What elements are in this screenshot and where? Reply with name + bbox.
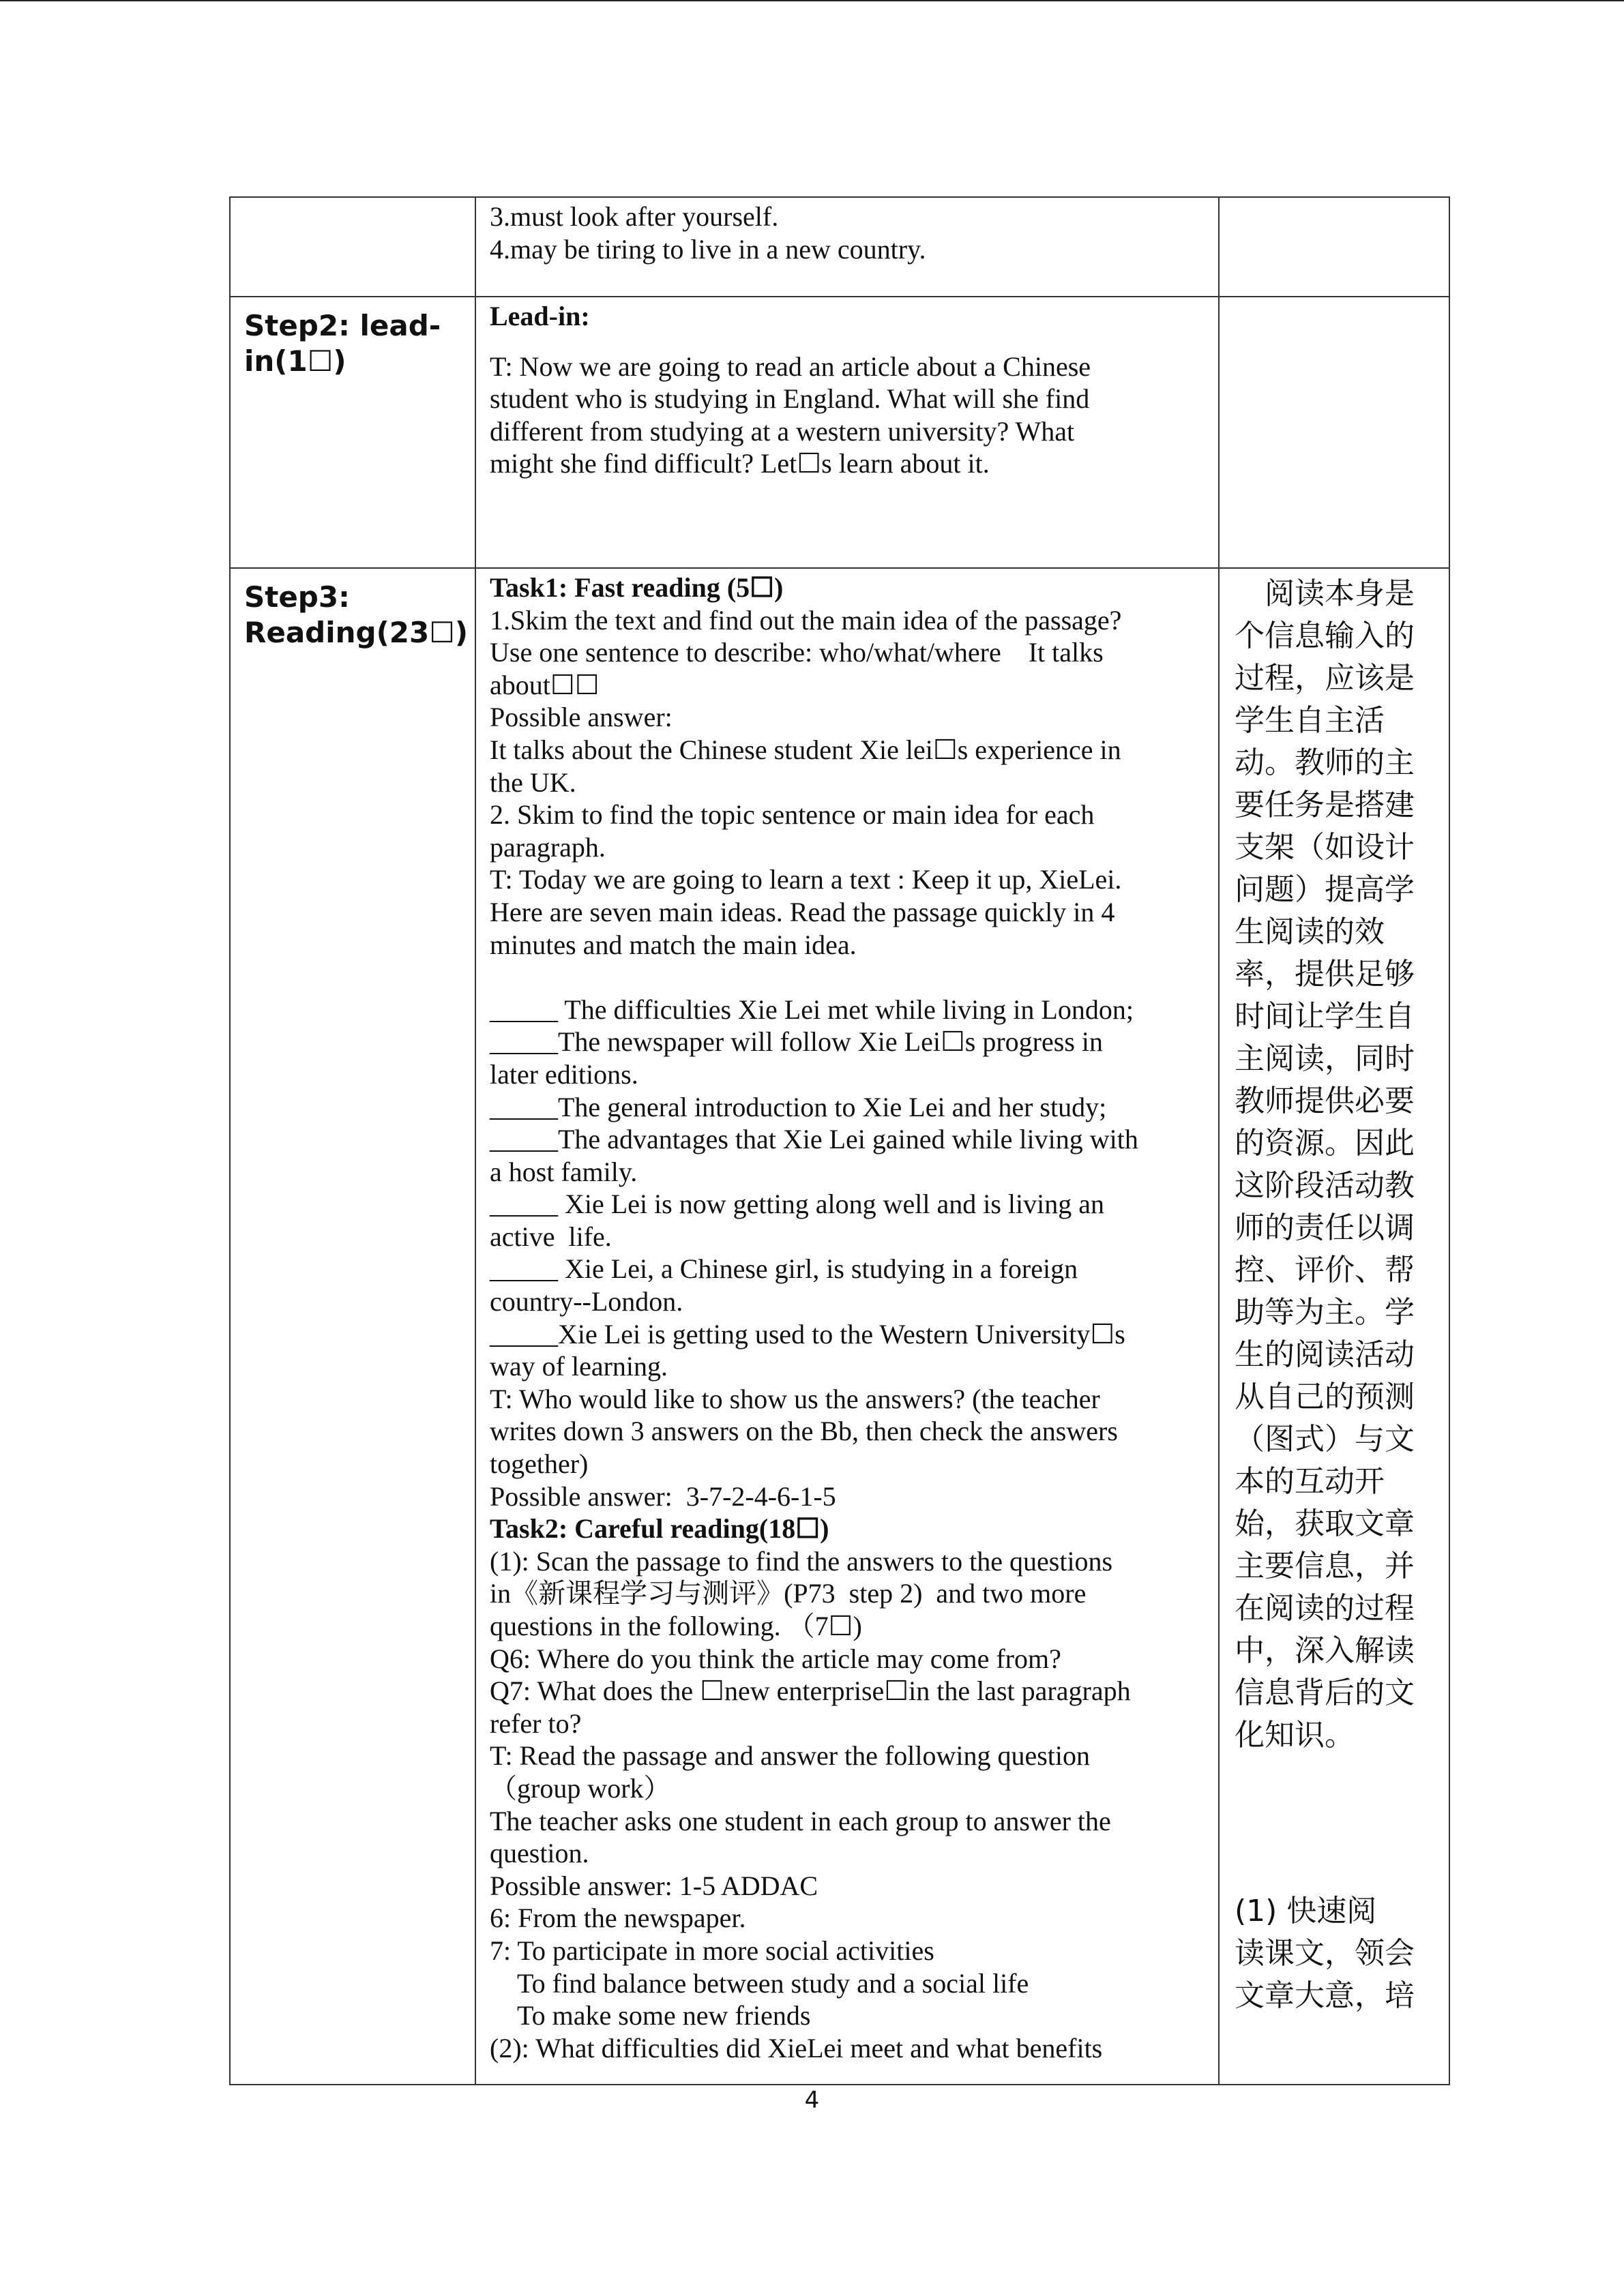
content-block	[476, 198, 1218, 265]
text-line: 6: From the newspaper.	[490, 1903, 746, 1934]
note-line: 中，深入解读	[1235, 1633, 1415, 1668]
text-line: T: Who would like to show us the answers? (the teacher	[490, 1383, 1100, 1414]
content-block	[476, 297, 1218, 480]
note-line: 本的互动开	[1235, 1464, 1385, 1499]
text-line: Q7: What does the ☐new enterprise☐in the last paragraph	[490, 1675, 1131, 1707]
note-line: 教师提供必要	[1235, 1084, 1415, 1118]
note-cell	[1219, 568, 1449, 2085]
note-line: （图式）与文	[1235, 1422, 1415, 1457]
note-line: 时间让学生自	[1235, 999, 1415, 1034]
text-line: 2. Skim to find the topic sentence or main idea for each	[490, 799, 1095, 831]
text-line: a host family.	[490, 1156, 638, 1187]
content-block	[476, 569, 1218, 2064]
note-line: 生阅读的效	[1235, 914, 1385, 949]
step-label: Step2: lead-in(1☐)	[244, 309, 441, 378]
text-line: _____The newspaper will follow Xie Lei☐s progress in	[490, 1026, 1104, 1058]
table-row	[230, 197, 1449, 297]
note-line: 主要信息，并	[1235, 1549, 1415, 1583]
note-block	[1220, 569, 1449, 2017]
text-line: minutes and match the main idea.	[490, 929, 857, 960]
text-line: _____The advantages that Xie Lei gained while living with	[490, 1124, 1138, 1155]
note-line: 始，获取文章	[1235, 1506, 1415, 1541]
text-line: _____ Xie Lei, a Chinese girl, is studying in a foreign	[490, 1253, 1078, 1285]
note-line: 助等为主。学	[1235, 1295, 1415, 1330]
note-line: 问题）提高学	[1235, 872, 1415, 907]
text-line: _____ Xie Lei is now getting along well and is living an	[490, 1189, 1104, 1220]
text-line: (1): Scan the passage to find the answers to the questions	[490, 1545, 1113, 1577]
text-line: refer to?	[490, 1708, 582, 1739]
table-row	[230, 568, 1449, 2085]
text-line: Here are seven main ideas. Read the passage quickly in 4	[490, 896, 1115, 927]
content-cell	[475, 197, 1219, 297]
note-line: 文章大意，培	[1235, 1978, 1415, 2013]
text-line: （group work）	[490, 1772, 671, 1804]
text-line: 7: To participate in more social activities	[490, 1935, 934, 1966]
text-line: paragraph.	[490, 831, 606, 863]
note-line: 个信息输入的	[1235, 618, 1415, 653]
section-heading: Lead-in:	[490, 301, 590, 331]
text-line: Use one sentence to describe: who/what/where It talks	[490, 637, 1104, 668]
text-line: might she find difficult? Let☐s learn about it.	[490, 448, 990, 479]
text-line: the UK.	[490, 766, 576, 798]
page-top-edge	[0, 0, 1624, 1]
text-line: _____Xie Lei is getting used to the Western University☐s	[490, 1318, 1125, 1350]
step-label: Step3: Reading(23☐)	[244, 580, 469, 649]
text-line: country--London.	[490, 1286, 683, 1317]
note-line: 控、评价、帮	[1235, 1253, 1415, 1287]
text-line: questions in the following. （7☐)	[490, 1611, 862, 1641]
note-line: 生的阅读活动	[1235, 1337, 1415, 1372]
step-cell	[230, 297, 475, 568]
text-line: (2): What difficulties did XieLei meet and what benefits	[490, 2032, 1103, 2063]
text-line: question.	[490, 1838, 589, 1869]
note-line: 支架（如设计	[1235, 830, 1415, 865]
note-line: (1) 快速阅	[1235, 1894, 1377, 1928]
text-line: T: Today we are going to learn a text : Keep it up, XieLei.	[490, 864, 1122, 895]
task1-title: Task1: Fast reading (5☐)	[490, 572, 784, 603]
note-line: 学生自主活	[1235, 703, 1385, 738]
text-line: writes down 3 answers on the Bb, then check the answers	[490, 1416, 1118, 1447]
note-block	[1220, 297, 1449, 301]
text-line: It talks about the Chinese student Xie lei☐s experience in	[490, 734, 1121, 765]
text-line: _____The general introduction to Xie Lei and her study;	[490, 1091, 1107, 1122]
text-line: To find balance between study and a social life	[490, 1967, 1029, 1999]
note-line: 这阶段活动教	[1235, 1168, 1415, 1203]
text-line: way of learning.	[490, 1351, 668, 1382]
note-cell	[1219, 197, 1449, 297]
note-line: 过程，应该是	[1235, 661, 1415, 696]
text-line: about☐☐	[490, 669, 600, 700]
note-line: 化知识。	[1235, 1718, 1355, 1753]
text-line: later editions.	[490, 1058, 638, 1090]
note-cell	[1219, 297, 1449, 568]
note-line: 在阅读的过程	[1235, 1591, 1415, 1626]
text-line: 4.may be tiring to live in a new country.	[490, 233, 926, 265]
note-line: 信息背后的文	[1235, 1675, 1415, 1710]
note-line: 要任务是搭建	[1235, 788, 1415, 822]
text-line: active life.	[490, 1221, 612, 1252]
note-line: 从自己的预测	[1235, 1380, 1415, 1414]
note-block	[1220, 198, 1449, 202]
text-line: _____ The difficulties Xie Lei met while living in London;	[490, 994, 1134, 1025]
text-line: student who is studying in England. What will she find	[490, 383, 1090, 415]
note-line: 率，提供足够	[1235, 957, 1415, 992]
content-cell	[475, 568, 1219, 2085]
text-line: 3.must look after yourself.	[490, 201, 779, 232]
text-line: in《新课程学习与测评》(P73 step 2) and two more	[490, 1578, 1087, 1609]
text-line: Possible answer: 3-7-2-4-6-1-5	[490, 1480, 836, 1512]
text-line: 1.Skim the text and find out the main idea of the passage?	[490, 604, 1122, 636]
lesson-plan-table	[229, 196, 1450, 2085]
step-label	[231, 198, 475, 209]
note-line: 阅读本身是	[1265, 576, 1415, 611]
step-cell	[230, 197, 475, 297]
text-line: Possible answer:	[490, 702, 673, 733]
text-line: Q6: Where do you think the article may come from?	[490, 1643, 1061, 1674]
note-line: 师的责任以调	[1235, 1210, 1415, 1245]
text-line: Possible answer: 1-5 ADDAC	[490, 1870, 818, 1901]
text-line: T: Now we are going to read an article about a Chinese	[490, 351, 1091, 382]
text-line: To make some new friends	[490, 2000, 811, 2031]
text-line: different from studying at a western university? What	[490, 415, 1075, 447]
step-cell	[230, 568, 475, 2085]
note-line: 的资源。因此	[1235, 1126, 1415, 1161]
page-number: 4	[804, 2087, 820, 2114]
task2-title: Task2: Careful reading(18☐)	[490, 1513, 829, 1545]
note-line: 主阅读，同时	[1235, 1041, 1415, 1076]
text-line: together)	[490, 1448, 589, 1480]
table-row	[230, 297, 1449, 568]
content-cell	[475, 297, 1219, 568]
note-line: 动。教师的主	[1235, 745, 1415, 780]
text-line: The teacher asks one student in each group to answer the	[490, 1805, 1111, 1836]
note-line: 读课文，领会	[1235, 1936, 1415, 1971]
text-line: T: Read the passage and answer the following question	[490, 1740, 1090, 1772]
